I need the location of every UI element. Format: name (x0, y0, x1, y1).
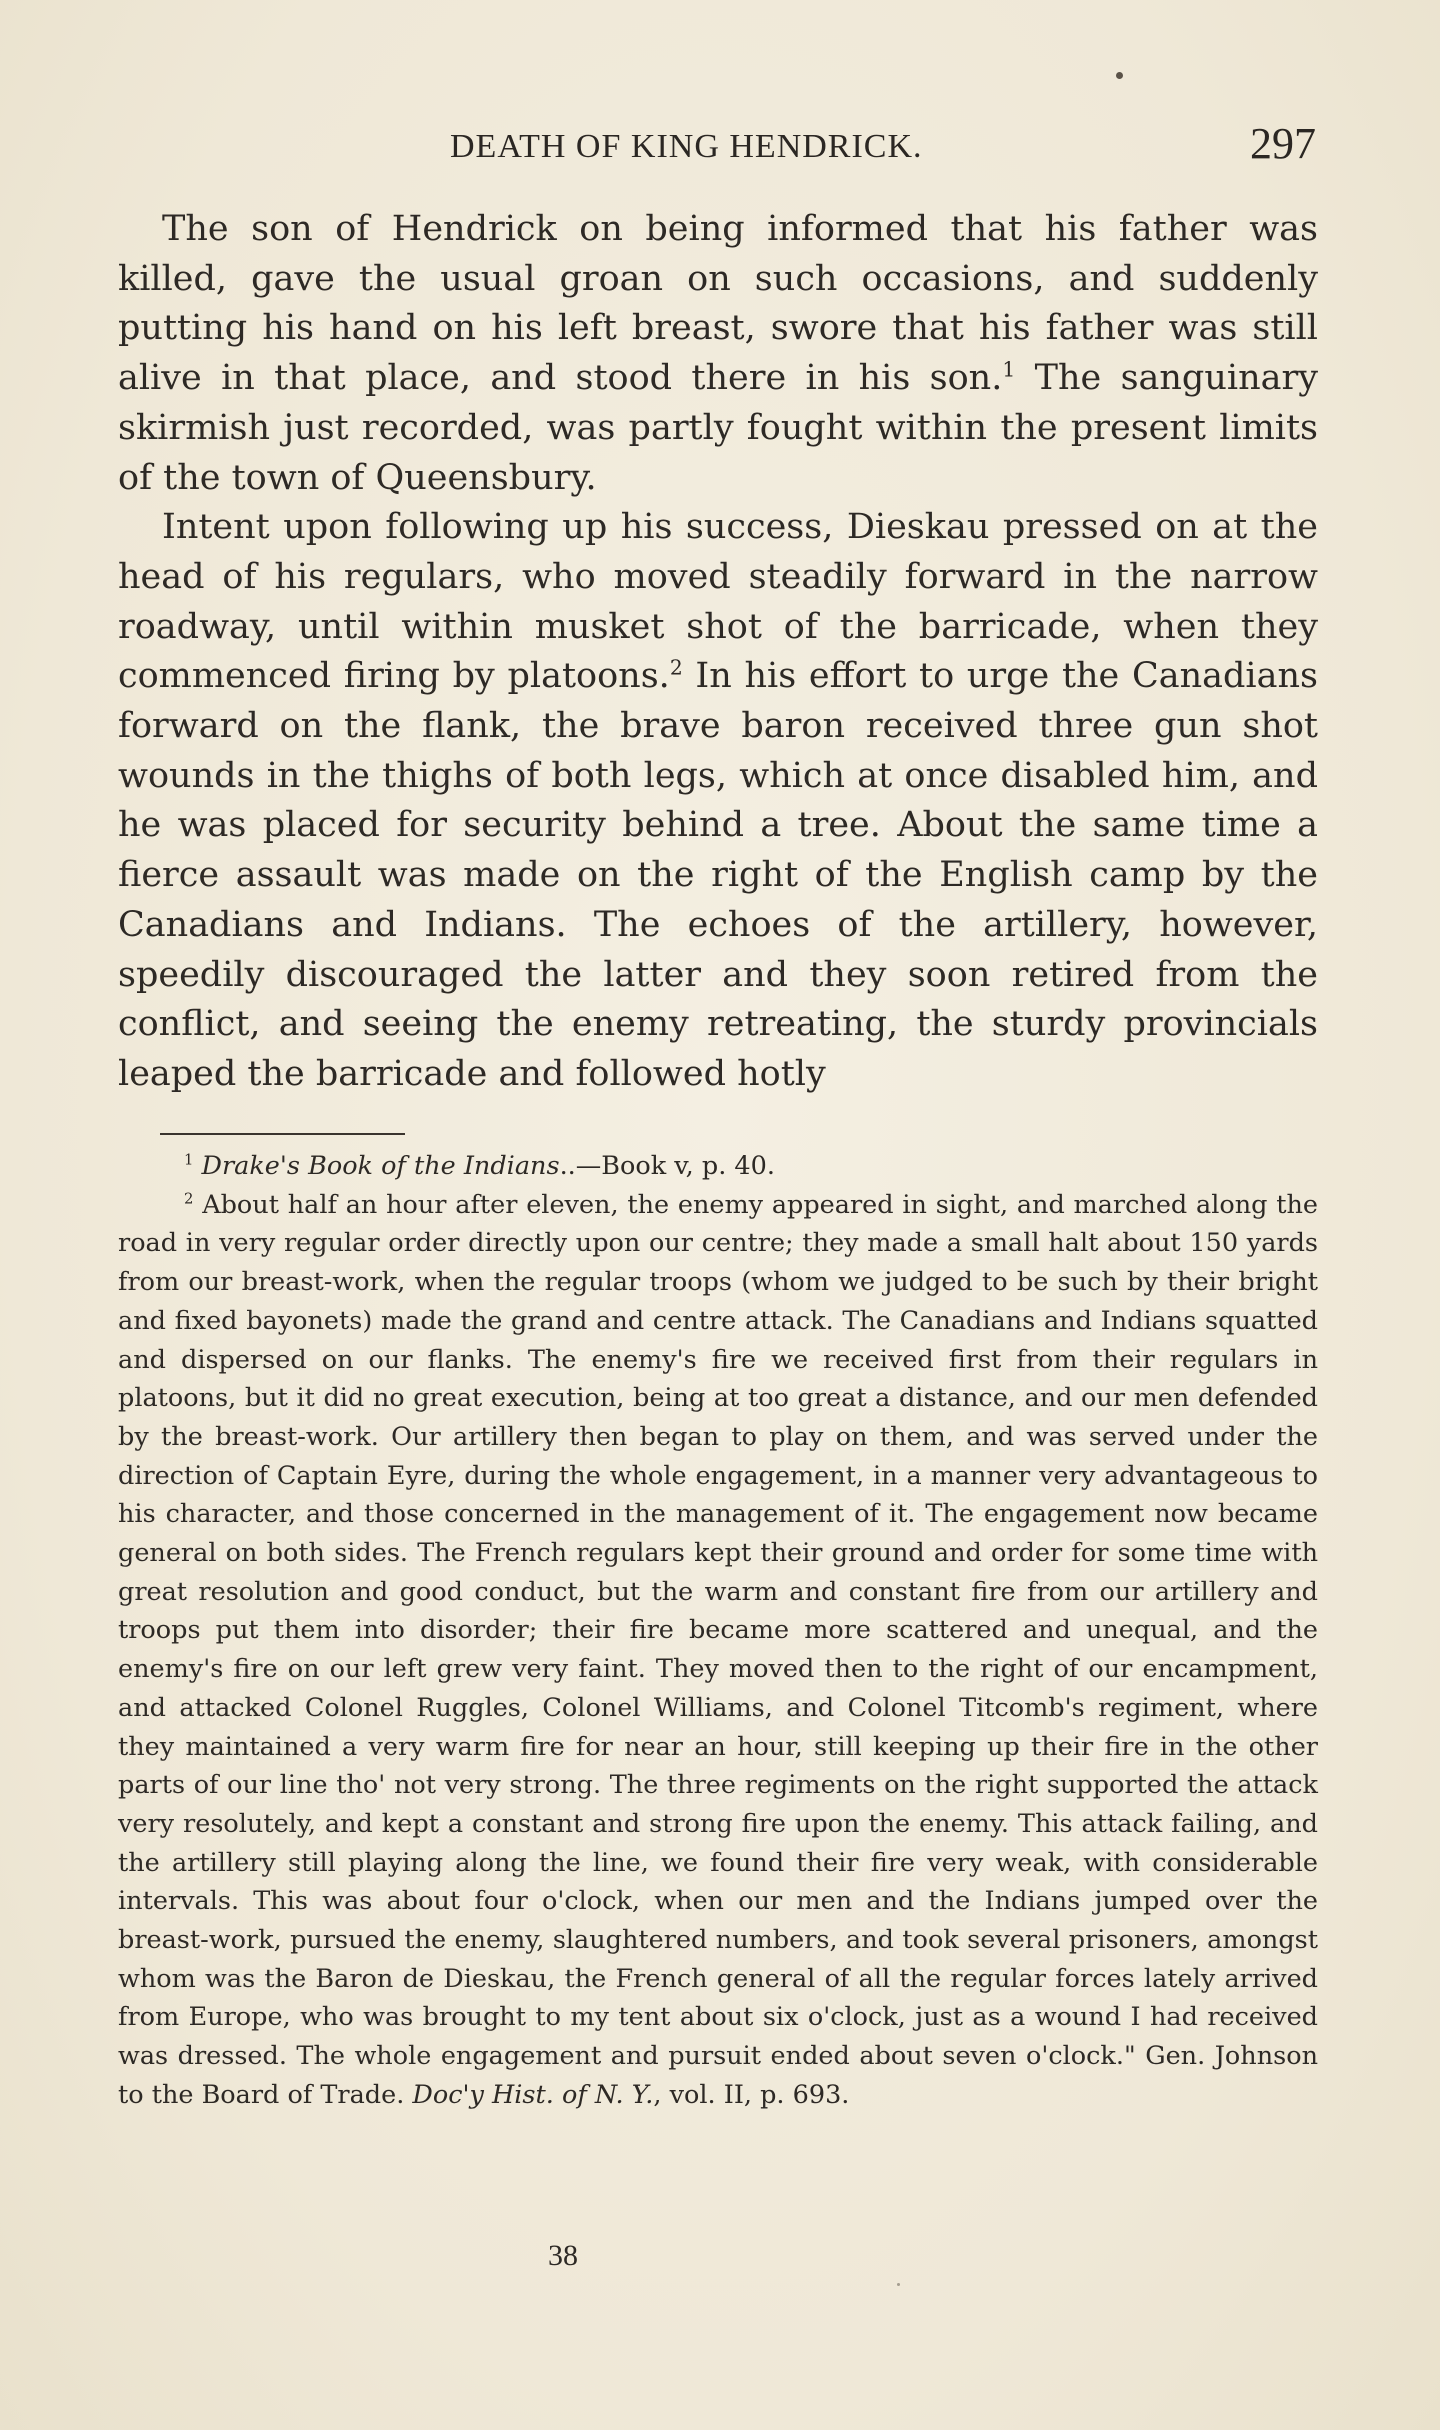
running-head-title: DEATH OF KING HENDRICK. (450, 128, 923, 165)
page-number: 297 (1250, 119, 1316, 168)
footnote-text: , vol. II, p. 693. (653, 2079, 850, 2110)
footnote-ref: 1 (1002, 357, 1016, 382)
body-text (118, 205, 1318, 1100)
footnote-ref: 2 (669, 655, 683, 680)
footnote-source: Drake's Book of the Indians (201, 1151, 560, 1181)
signature-mark: 38 (548, 2239, 578, 2272)
paragraph (118, 205, 1318, 503)
footnote (118, 1186, 1318, 2115)
footnote-marker: 1 (184, 1151, 194, 1169)
footnote-rule (160, 1133, 405, 1135)
footnote-marker: 2 (184, 1190, 194, 1208)
footnote-source: Doc'y Hist. of N. Y. (412, 2079, 654, 2110)
ink-speck (897, 2283, 900, 2286)
paragraph (118, 503, 1318, 1099)
running-head (118, 118, 1318, 178)
paragraph-text: Intent upon following up his success, Dieskau pressed on at the head of his regulars, who moved steadily forward in the narrow roadway, until within musket shot of the barricade, when they commenced firing by platoons. (118, 507, 1318, 697)
footnote-text: About half an hour after eleven, the enemy appeared in sight, and marched along the road in very regular order directly upon our centre; they made a small halt about 150 yards from our breast-work, when the regular troops (whom we judged to be such by their bright and fixed bayonets) made the grand and centre attack. The Canadians and Indians squatted and dispersed on our flanks. The enemy's fire we received first from their regulars in platoons, but it did no great execution, being at too great a distance, and our men defended by the breast-work. Our artillery then began to play on them, and was served under the direction of Captain Eyre, during the whole engagement, in a manner very advantageous to his character, and those concerned in the management of it. The engagement now became general on both sides. The French regulars kept their ground and order for some time with great resolution and good conduct, but the warm and constant fire from our artillery and troops put them into disorder; their fire became more scattered and unequal, and the enemy's fire on our left grew very faint. They moved then to the right of our encampment, and attacked Colonel Ruggles, Colonel Williams, and Colonel Titcomb's regiment, where they maintained a very warm fire for near an hour, still keeping up their fire in the other parts of our line tho' not very strong. The three regiments on the right supported the attack very resolutely, and kept a constant and strong fire upon the enemy. This attack failing, and the artillery still playing along the line, we found their fire very weak, with considerable intervals. This was about four o'clock, when our men and the Indians jumped over the breast-work, pursued the enemy, slaughtered numbers, and took several prisoners, amongst whom was the Baron de Dieskau, the French general of all the regular forces lately arrived from Europe, who was brought to my tent about six o'clock, just as a wound I had received was dressed. The whole engagement and pursuit ended about seven o'clock." Gen. Johnson to the Board of Trade. (118, 1189, 1318, 2110)
footnote-text: ..—Book v, p. 40. (559, 1151, 775, 1181)
paragraph-text: The sanguinary skirmish just recorded, was partly fought within the present limits of the town of Queensbury. (118, 358, 1318, 498)
ink-speck (1116, 72, 1123, 79)
footnotes (118, 1147, 1318, 2115)
paragraph-text: The son of Hendrick on being informed that his father was killed, gave the usual groan on such occasions, and suddenly putting his hand on his left breast, swore that his father was still alive in that place, and stood there in his son. (118, 209, 1318, 399)
footnote (118, 1147, 1318, 1186)
paragraph-text: In his effort to urge the Canadians forward on the flank, the brave baron received three gun shot wounds in the thighs of both legs, which at once disabled him, and he was placed for security behind a tree. About the same time a fierce assault was made on the right of the English camp by the Canadians and Indians. The echoes of the artillery, however, speedily discouraged the latter and they soon retired from the conflict, and seeing the enemy retreating, the sturdy provincials leaped the barricade and followed hotly (118, 656, 1318, 1094)
